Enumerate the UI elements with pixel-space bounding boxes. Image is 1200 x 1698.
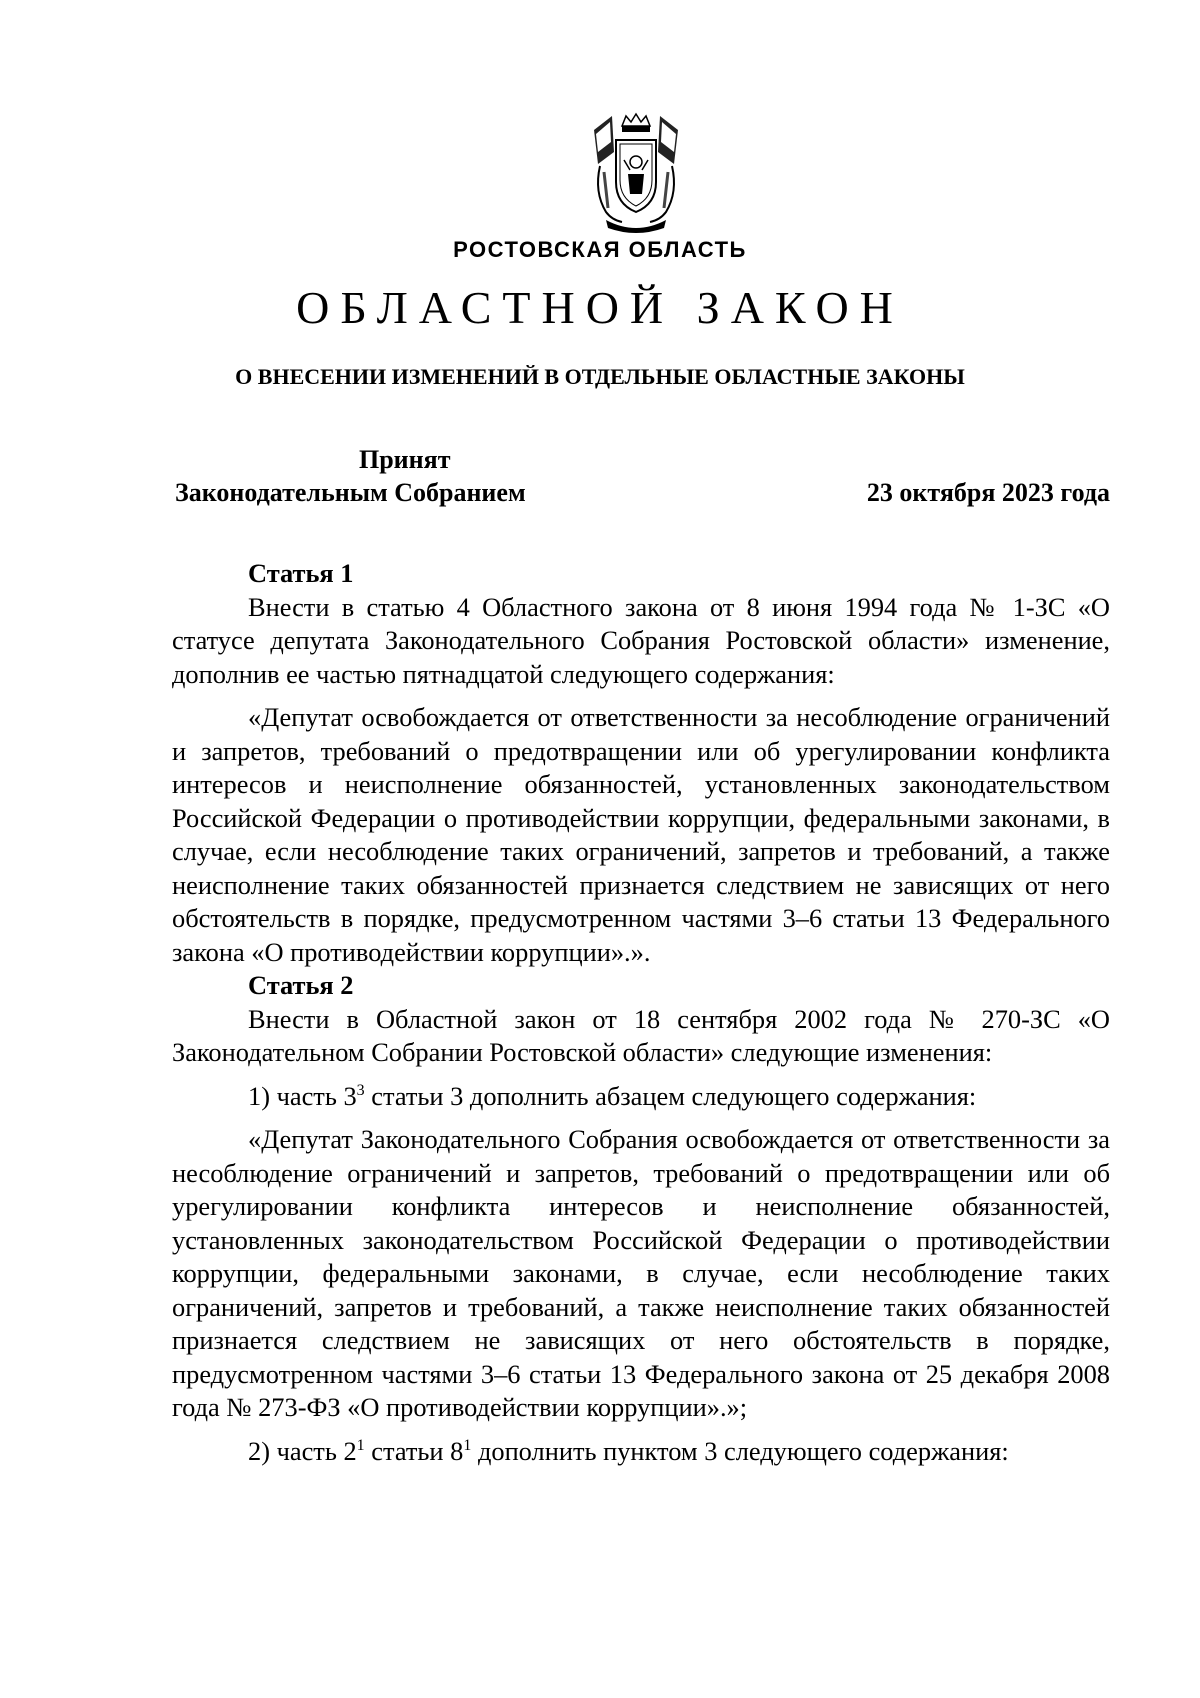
law-title: О ВНЕСЕНИИ ИЗМЕНЕНИЙ В ОТДЕЛЬНЫЕ ОБЛАСТНЫЕ ЗАКОНЫ — [235, 364, 965, 389]
item-2-superscript-1: 1 — [356, 1436, 365, 1454]
adoption-line-1: Принят — [359, 445, 451, 474]
item-1-suffix: статьи 3 дополнить абзацем следующего содержания: — [364, 1080, 977, 1111]
item-2-prefix: 2) часть 2 — [248, 1435, 357, 1466]
item-1-superscript: 3 — [356, 1081, 365, 1099]
coat-of-arms-emblem — [586, 112, 686, 234]
article-1-heading: Статья 1 — [248, 558, 354, 588]
item-2-suffix: дополнить пунктом 3 следующего содержания: — [471, 1435, 1009, 1466]
law-body — [172, 557, 1110, 1468]
article-2-quote: «Депутат Законодательного Собрания освобождается от ответственности за несоблюдение ограничений и запретов, требований о предотвращении или об урегулировании конфликта интересов и неисполнение обязанностей, установленных законодательством Российской Федерации о противодействии коррупции, федеральными законами, в случае, если несоблюдение таких ограничений, запретов и требований, а также неисполнение таких обязанностей признается следствием не зависящих от него обстоятельств в порядке, предусмотренном частями 3–6 статьи 13 Федерального закона от 25 декабря 2008 года № 273-ФЗ «О противодействии коррупции».»; — [172, 1124, 1110, 1422]
adoption-block — [175, 443, 575, 509]
article-2-heading: Статья 2 — [248, 970, 354, 1000]
article-2-item-2 — [172, 1435, 1110, 1469]
article-1-quote: «Депутат освобождается от ответственности за несоблюдение ограничений и запретов, требований о предотвращении или об урегулировании конфликта интересов и неисполнение обязанностей, установленных законодательством Российской Федерации о противодействии коррупции, федеральными законами, в случае, если несоблюдение таких ограничений, запретов и требований, а также неисполнение таких обязанностей признается следствием не зависящих от него обстоятельств в порядке, предусмотренном частями 3–6 статьи 13 Федерального закона «О противодействии коррупции».». — [172, 702, 1110, 967]
article-2-item-1 — [172, 1080, 1110, 1114]
law-type-heading: ОБЛАСТНОЙ ЗАКОН — [296, 282, 904, 333]
adoption-date: 23 октября 2023 года — [866, 478, 1110, 507]
item-1-prefix: 1) часть 3 — [248, 1080, 357, 1111]
article-1-intro: Внести в статью 4 Областного закона от 8 июня 1994 года № 1-ЗС «О статусе депутата Законодательного Собрания Ростовской области» изменение, дополнив ее частью пятнадцатой следующего содержания: — [172, 591, 1110, 689]
article-2-intro: Внести в Областной закон от 18 сентября 2002 года № 270-ЗС «О Законодательном Собрании Ростовской области» следующие изменения: — [172, 1003, 1110, 1067]
item-2-superscript-2: 1 — [463, 1436, 472, 1454]
item-2-mid: статьи 8 — [364, 1435, 464, 1466]
region-name: РОСТОВСКАЯ ОБЛАСТЬ — [453, 237, 747, 262]
adoption-line-2: Законодательным Собранием — [175, 478, 526, 507]
